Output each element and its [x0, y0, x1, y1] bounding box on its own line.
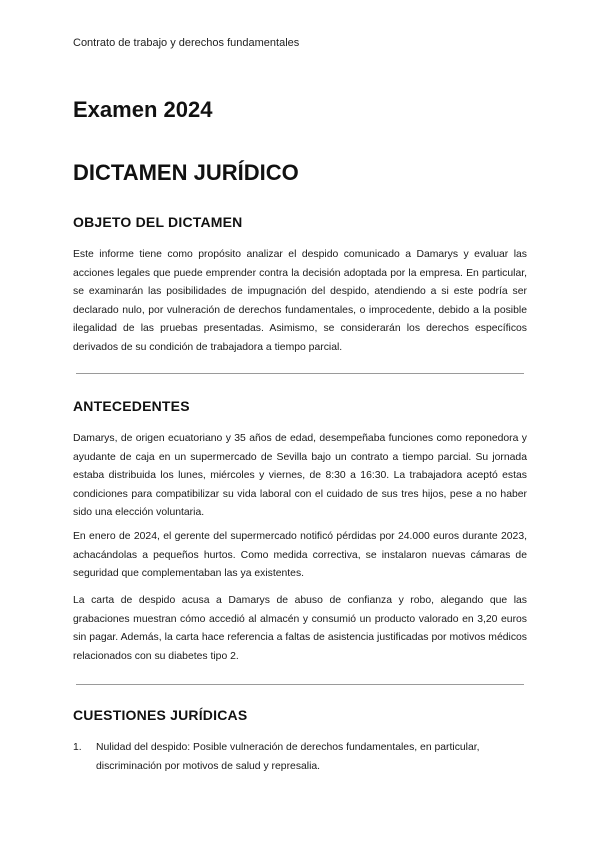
section-divider — [76, 684, 524, 685]
list-item — [73, 739, 527, 776]
paragraph-antecedentes-3: La carta de despido acusa a Damarys de abuso de confianza y robo, alegando que las grabaciones muestran cómo accedió al almacén y consumió un producto valorado en 3,20 euros sin pagar. Además, la carta hace referencia a faltas de asistencia justificadas por motivos médicos relacionados con su diabetes tipo 2. — [73, 595, 527, 662]
exam-title: Examen 2024 — [73, 97, 213, 122]
paragraph-antecedentes-1: Damarys, de origen ecuatoriano y 35 años de edad, desempeñaba funciones como reponedora y ayudante de caja en un supermercado de Sevilla bajo un contrato a tiempo parcial. Su jornada estaba distribuida los lunes, miércoles y viernes, de 8:30 a 16:30. La trabajadora aceptó estas condiciones para compatibilizar su vida laboral con el cuidado de sus tres hijos, pese a no haber sido una elección voluntaria. — [73, 433, 527, 519]
paragraph-objeto: Este informe tiene como propósito analizar el despido comunicado a Damarys y evaluar las acciones legales que puede emprender contra la decisión adoptada por la empresa. En particular, se examinarán las posibilidades de impugnación del despido, atendiendo a si este podría ser declarado nulo, por vulneración de derechos fundamentales, o improcedente, debido a la posible ilegalidad de las pruebas presentadas. Asimismo, se considerarán los derechos específicos derivados de su condición de trabajadora a tiempo parcial. — [73, 249, 527, 353]
section-heading-cuestiones: CUESTIONES JURÍDICAS — [73, 707, 248, 723]
legal-issues-list — [73, 739, 527, 776]
paragraph-antecedentes-2: En enero de 2024, el gerente del supermercado notificó pérdidas por 24.000 euros durante 2023, achacándolas a pequeños hurtos. Como medida correctiva, se instalaron nuevas cámaras de seguridad que complementaban las ya existentes. — [73, 531, 527, 580]
list-item-number: 1. — [73, 742, 82, 753]
section-divider — [76, 373, 524, 374]
document-title: DICTAMEN JURÍDICO — [73, 160, 299, 185]
list-item-text: Nulidad del despido: Posible vulneración de derechos fundamentales, en particular, discriminación por motivos de salud y represalia. — [96, 742, 480, 772]
running-header: Contrato de trabajo y derechos fundamentales — [73, 37, 300, 49]
section-heading-objeto: OBJETO DEL DICTAMEN — [73, 214, 243, 230]
section-heading-antecedentes: ANTECEDENTES — [73, 398, 190, 414]
